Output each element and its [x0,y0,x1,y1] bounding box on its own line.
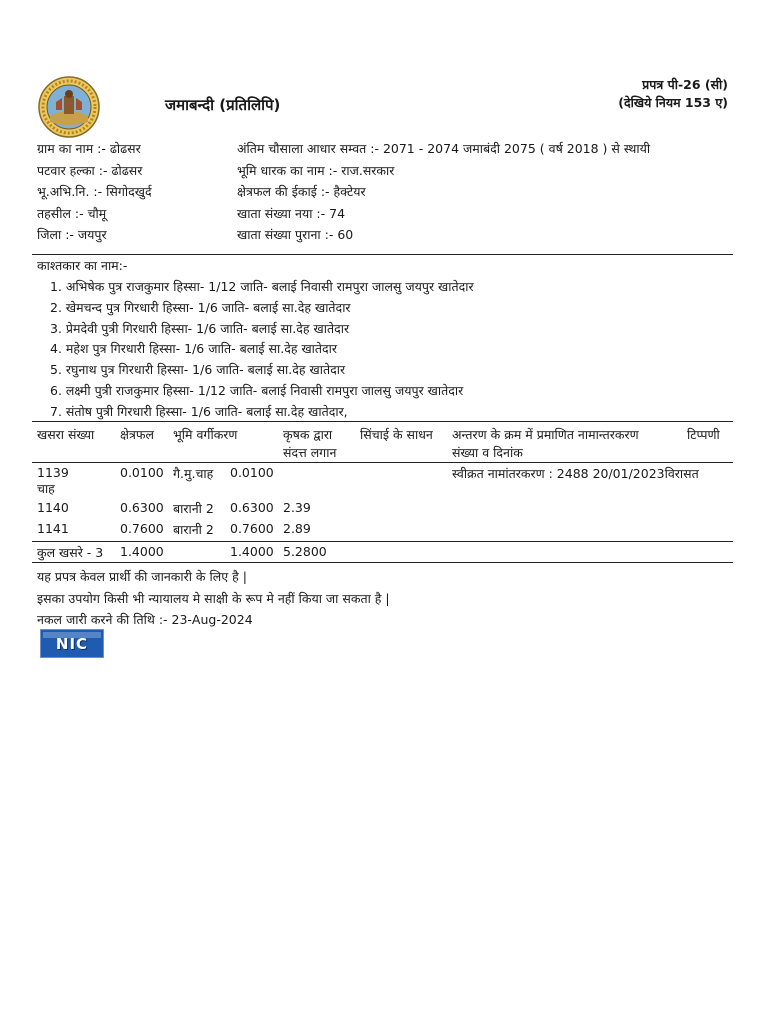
header-classification: भूमि वर्गीकरण [173,427,238,442]
list-item: 2. खेमचन्द पुत्र गिरधारी हिस्सा- 1/6 जाति- बलाई सा.देह खातेदार [50,299,351,315]
mutation-value: स्वीक्रत नामांतरकरण : 2488 20/01/2023विरासत [452,466,699,481]
total-area: 1.4000 [120,544,164,559]
class-area-value: 0.6300 [230,500,274,515]
nic-logo [40,629,104,658]
patwar-halka: पटवार हल्का :- ढोढसर [37,162,143,178]
village-name: ग्राम का नाम :- ढोढसर [37,141,141,156]
header-rent-line1: कृषक द्वारा [283,427,333,442]
class-area-value: 0.7600 [230,521,274,536]
divider [32,421,733,422]
header-khasra: खसरा संख्या [37,427,95,442]
classification-value: बारानी 2 [173,522,214,537]
divider [32,541,733,542]
list-item: 4. महेश पुत्र गिरधारी हिस्सा- 1/6 जाति- बलाई सा.देह खातेदार [50,341,338,357]
district: जिला :- जयपुर [37,227,107,242]
land-record-inspector: भू.अभि.नि. :- सिगोदखुर्द [37,184,152,199]
area-value: 0.7600 [120,521,164,536]
divider [32,462,733,463]
list-item: 1. अभिषेक पुत्र राजकुमार हिस्सा- 1/12 जाति- बलाई निवासी रामपुरा जालसु जयपुर खातेदार [50,279,474,294]
tehsil: तहसील :- चौमू [37,205,107,221]
khasra-subtitle: चाह [37,481,55,496]
list-item: 5. रघुनाथ पुत्र गिरधारी हिस्सा- 1/6 जाति- बलाई सा.देह खातेदार [50,362,346,378]
nic-logo-text: NIC [55,635,89,653]
divider [32,254,733,255]
base-samvat: अंतिम चौसाला आधार सम्वत :- 2071 - 2074 जमाबंदी 2075 ( वर्ष 2018 ) से स्थायी [237,141,651,156]
rent-value: 2.89 [283,521,311,536]
header-irrigation: सिंचाई के साधन [360,427,433,442]
total-rent: 5.2800 [283,544,327,559]
header-remarks: टिप्पणी [687,427,720,442]
footnote-not-evidence: इसका उपयोग किसी भी न्यायालय मे साक्षी के रूप मे नहीं किया जा सकता है | [37,590,390,606]
cultivators-list [50,277,474,423]
area-value: 0.6300 [120,500,164,515]
khata-number-old: खाता संख्या पुराना :- 60 [237,227,354,242]
header-rent-line2: संदत्त लगान [283,445,337,460]
list-item: 7. संतोष पुत्री गिरधारी हिस्सा- 1/6 जाति- बलाई सा.देह खातेदार, [50,403,348,419]
header-area: क्षेत्रफल [120,427,154,442]
rule-reference: (देखिये नियम 153 ए) [618,95,728,110]
details-left [37,138,152,246]
list-item: 6. लक्ष्मी पुत्री राजकुमार हिस्सा- 1/12 जाति- बलाई निवासी रामपुरा जालसु जयपुर खातेदार [50,382,464,398]
cultivators-heading: काश्तकार का नाम:- [37,258,128,273]
khasra-number: 1139 [37,465,69,480]
total-label: कुल खसरे - 3 [37,545,104,560]
issue-date: नकल जारी करने की तिथि :- 23-Aug-2024 [37,612,253,627]
footnote-info-only: यह प्रपत्र केवल प्रार्थी की जानकारी के लिए है | [37,569,247,584]
khata-number-new: खाता संख्या नया :- 74 [237,205,346,221]
total-class-area: 1.4000 [230,544,274,559]
footer-notes [37,566,390,631]
classification-value: गै.मु.चाह [173,466,214,481]
details-right [237,138,650,246]
khasra-number: 1140 [37,500,69,515]
list-item: 3. प्रेमदेवी पुत्री गिरधारी हिस्सा- 1/6 जाति- बलाई सा.देह खातेदार [50,320,350,336]
table-row [37,465,69,497]
area-unit: क्षेत्रफल की ईकाई :- हैक्टेयर [237,184,366,199]
header-mutation-line1: अन्तरण के क्रम में प्रमाणित नामान्तरकरण [452,427,639,442]
area-value: 0.0100 [120,465,164,480]
land-holder-name: भूमि धारक का नाम :- राज.सरकार [237,162,395,178]
khasra-number: 1141 [37,521,69,536]
state-emblem-logo [38,76,100,138]
form-number: प्रपत्र पी-26 (सी) [642,77,728,92]
classification-value: बारानी 2 [173,501,214,516]
document-title: जमाबन्दी (प्रतिलिपि) [165,96,281,114]
header-mutation-line2: संख्या व दिनांक [452,445,523,460]
rent-value: 2.39 [283,500,311,515]
divider [32,562,733,563]
class-area-value: 0.0100 [230,465,274,480]
